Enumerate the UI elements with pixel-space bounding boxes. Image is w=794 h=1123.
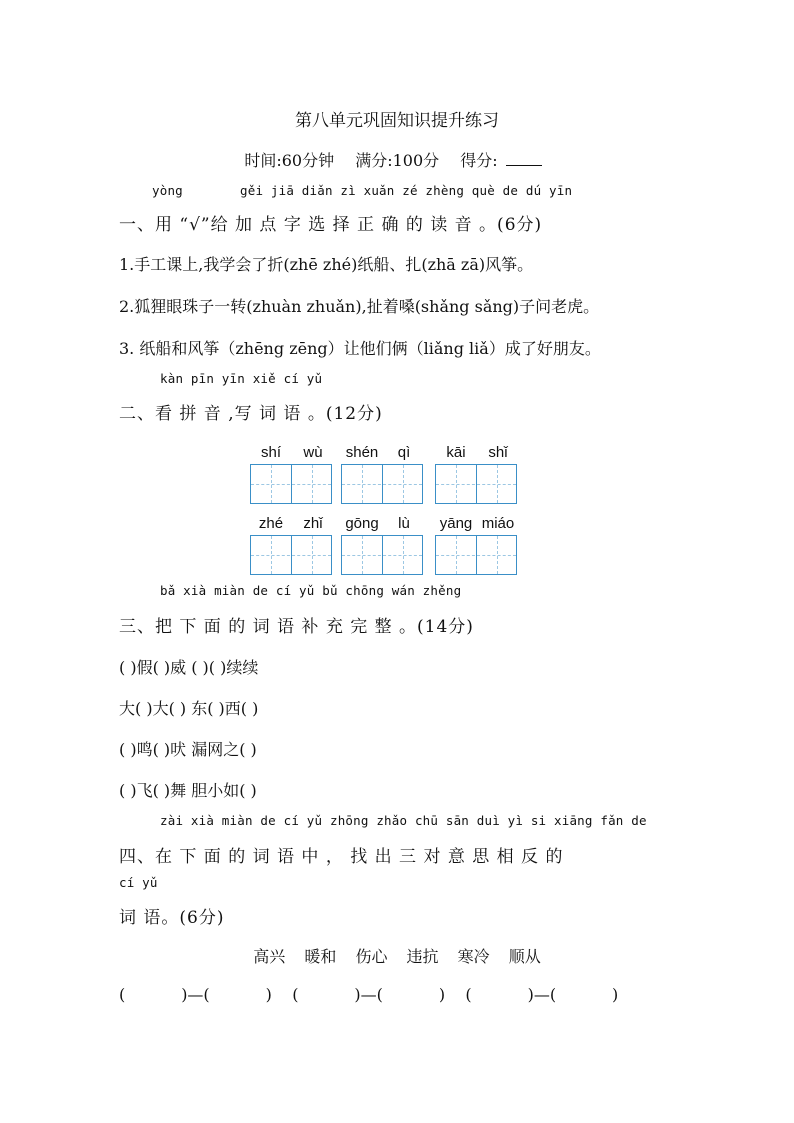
idiom-line[interactable]: ( )假( )威 ( )( )续续 bbox=[119, 658, 259, 677]
section2-heading: 二、看 拼 音 ,写 词 语 。(12分) bbox=[119, 404, 383, 424]
full-score: 满分:100分 bbox=[355, 151, 440, 170]
section1-pinyin-yong: yòng bbox=[152, 183, 183, 198]
word-item: 高兴 bbox=[253, 947, 286, 966]
word-item: 暖和 bbox=[304, 947, 337, 966]
exam-meta bbox=[0, 148, 794, 171]
word-item: 寒冷 bbox=[457, 947, 490, 966]
grid-pinyin: zhǐ bbox=[303, 515, 323, 532]
idiom-line[interactable]: 大( )大( ) 东( )西( ) bbox=[119, 699, 259, 718]
grid-pinyin: gōng bbox=[345, 515, 379, 532]
section4-heading-cont: 词 语。(6分) bbox=[119, 908, 225, 928]
tianzige-box-zhezhi[interactable] bbox=[250, 535, 332, 575]
grid-pinyin: wù bbox=[303, 444, 323, 461]
grid-pinyin: kāi bbox=[446, 444, 466, 461]
tianzige-box-shenqi[interactable] bbox=[341, 464, 423, 504]
score-label: 得分: bbox=[460, 151, 498, 170]
tianzige-box-gonglu[interactable] bbox=[341, 535, 423, 575]
word-item: 违抗 bbox=[406, 947, 439, 966]
section4-pinyin: zài xià miàn de cí yǔ zhōng zhǎo chū sān duì yì si xiāng fǎn de bbox=[160, 813, 647, 828]
grid-pinyin: yāng bbox=[439, 515, 473, 532]
grid-pinyin: zhé bbox=[258, 515, 284, 532]
section1-heading: 一、用 “√”给 加 点 字 选 择 正 确 的 读 音 。(6分) bbox=[119, 215, 543, 235]
tianzige-box-kaishi[interactable] bbox=[435, 464, 517, 504]
section1-item-1: 1.手工课上,我学会了折(zhē zhé)纸船、扎(zhā zā)风筝。 bbox=[119, 255, 534, 274]
section1-item-2: 2.狐狸眼珠子一转(zhuàn zhuǎn),扯着嗓(shǎng sǎng)子问老虎。 bbox=[119, 297, 600, 316]
section3-heading: 三、把 下 面 的 词 语 补 充 完 整 。(14分) bbox=[119, 617, 474, 637]
word-item: 顺从 bbox=[508, 947, 541, 966]
grid-pinyin: qì bbox=[397, 444, 411, 461]
word-item: 伤心 bbox=[355, 947, 388, 966]
section1-pinyin-rest: gěi jiā diǎn zì xuǎn zé zhèng què de dú yīn bbox=[240, 183, 573, 198]
grid-pinyin: lù bbox=[398, 515, 410, 532]
idiom-line[interactable]: ( )鸣( )吠 漏网之( ) bbox=[119, 740, 257, 759]
score-field[interactable] bbox=[460, 151, 549, 170]
section3-pinyin: bǎ xià miàn de cí yǔ bǔ chōng wán zhěng bbox=[160, 583, 462, 598]
grid-pinyin: miáo bbox=[481, 515, 515, 532]
section1-item-3: 3. 纸船和风筝（zhēng zēng）让他们俩（liǎng liǎ）成了好朋友。 bbox=[119, 339, 601, 358]
grid-pinyin: shén bbox=[345, 444, 379, 461]
section4-heading: 四、在 下 面 的 词 语 中 ， 找 出 三 对 意 思 相 反 的 bbox=[119, 847, 564, 867]
time-limit: 时间:60分钟 bbox=[244, 151, 335, 170]
idiom-line[interactable]: ( )飞( )舞 胆小如( ) bbox=[119, 781, 257, 800]
grid-pinyin: shí bbox=[260, 444, 281, 461]
grid-pinyin: shǐ bbox=[488, 444, 508, 461]
score-blank[interactable] bbox=[506, 151, 542, 166]
page-title: 第八单元巩固知识提升练习 bbox=[295, 111, 499, 131]
section4-pinyin-ciyu: cí yǔ bbox=[119, 875, 158, 890]
tianzige-box-yangmiao[interactable] bbox=[435, 535, 517, 575]
word-bank bbox=[0, 944, 794, 967]
tianzige-box-shiwu[interactable] bbox=[250, 464, 332, 504]
antonym-answer-line[interactable]: ( )—( ) ( )—( ) ( )—( ) bbox=[119, 985, 619, 1004]
section2-pinyin: kàn pīn yīn xiě cí yǔ bbox=[160, 371, 323, 386]
